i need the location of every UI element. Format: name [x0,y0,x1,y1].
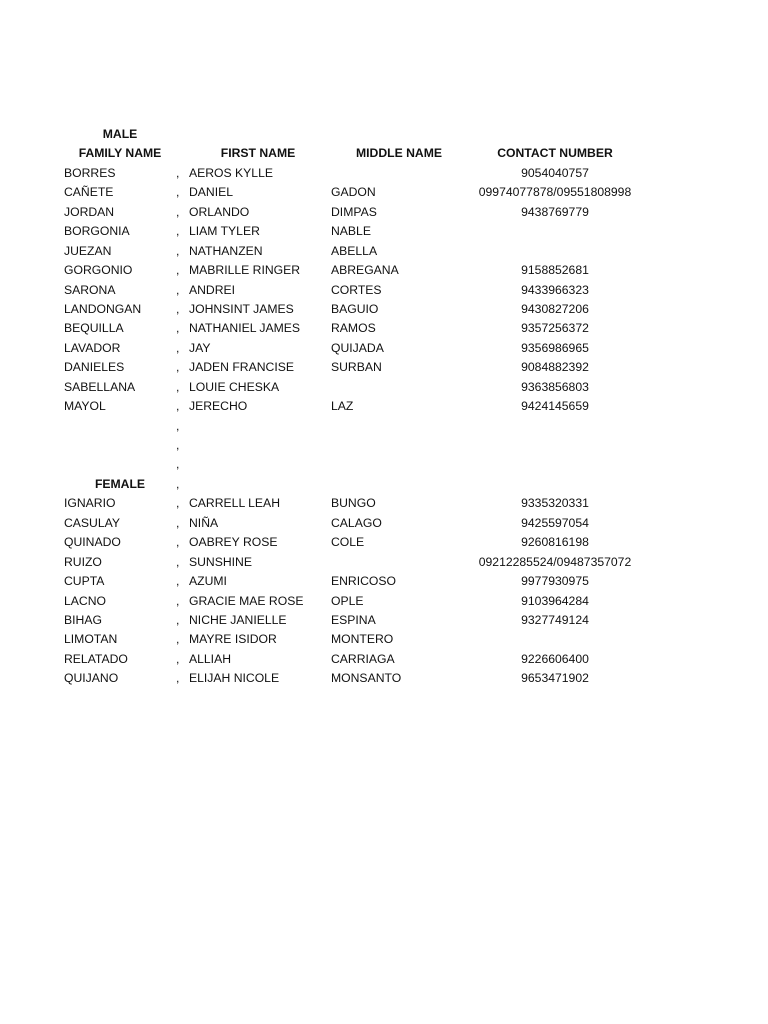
separator-comma: , [176,496,180,511]
table-row [0,183,768,202]
table-row [0,650,768,669]
contact-number-cell: 9438769779 [521,204,589,219]
first-name-cell: OABREY ROSE [189,535,278,550]
separator-comma: , [176,263,180,278]
contact-number-cell: 9335320331 [521,496,589,511]
table-row [0,300,768,319]
family-name-cell: CUPTA [64,574,105,589]
first-name-cell: ELIJAH NICOLE [189,671,280,686]
table-row [0,630,768,649]
separator-comma: , [176,243,180,258]
contact-number-cell: 9158852681 [521,263,589,278]
roster-sheet [0,125,768,689]
middle-name-cell: CORTES [331,282,382,297]
first-name-cell: DANIEL [189,185,234,200]
middle-name-cell: NABLE [331,224,371,239]
separator-comma: , [176,301,180,316]
male-list [0,164,768,417]
male-section-label: MALE [102,127,138,141]
blank-row [0,436,768,455]
middle-name-cell: CALAGO [331,515,382,530]
family-name-cell: CAÑETE [64,185,114,200]
separator-comma: , [176,612,180,627]
blank-row [0,455,768,474]
contact-number-cell: 9653471902 [521,671,589,686]
family-name-cell: CASULAY [64,515,120,530]
separator-comma: , [176,418,180,433]
separator-comma: , [176,360,180,375]
family-name-cell: QUINADO [64,535,121,550]
family-name-cell: JORDAN [64,204,115,219]
male-section-row [0,125,768,144]
first-name-cell: ANDREI [189,282,236,297]
table-row [0,533,768,552]
separator-comma: , [176,282,180,297]
table-row [0,261,768,280]
separator-comma: , [176,399,180,414]
contact-number-cell: 9424145659 [521,399,589,414]
family-name-cell: BEQUILLA [64,321,124,336]
table-row [0,592,768,611]
table-row [0,494,768,513]
table-row [0,553,768,572]
contact-number-header: CONTACT NUMBER [497,146,613,161]
table-row [0,222,768,241]
first-name-cell: NIÑA [189,515,219,530]
first-name-cell: AZUMI [189,574,227,589]
separator-comma: , [176,651,180,666]
table-row [0,572,768,591]
contact-number-cell: 9357256372 [521,321,589,336]
separator-comma: , [176,165,180,180]
first-name-cell: CARRELL LEAH [189,496,280,511]
table-row [0,281,768,300]
family-name-cell: BORRES [64,165,116,180]
separator-comma: , [176,457,180,472]
middle-name-cell: CARRIAGA [331,651,395,666]
family-name-cell: BORGONIA [64,224,130,239]
separator-comma: , [176,224,180,239]
separator-comma: , [176,535,180,550]
family-name-cell: SARONA [64,282,116,297]
middle-name-cell: RAMOS [331,321,376,336]
middle-name-cell: MONSANTO [331,671,402,686]
table-row [0,397,768,416]
middle-name-cell: LAZ [331,399,354,414]
first-name-cell: MABRILLE RINGER [189,263,301,278]
table-row [0,203,768,222]
table-row [0,669,768,688]
table-row [0,339,768,358]
female-section-row [0,475,768,494]
family-name-cell: RUIZO [64,554,102,569]
family-name-cell: MAYOL [64,399,106,414]
table-row [0,242,768,261]
family-name-cell: SABELLANA [64,379,136,394]
family-name-cell: GORGONIO [64,263,133,278]
separator-comma: , [176,204,180,219]
blank-row [0,417,768,436]
first-name-cell: AEROS KYLLE [189,165,273,180]
middle-name-cell: COLE [331,535,365,550]
separator-comma: , [176,671,180,686]
separator-comma: , [176,340,180,355]
contact-number-cell: 9425597054 [521,515,589,530]
first-name-cell: MAYRE ISIDOR [189,632,277,647]
middle-name-cell: DIMPAS [331,204,377,219]
family-name-cell: LAVADOR [64,340,121,355]
family-name-cell: LIMOTAN [64,632,118,647]
middle-name-cell: BAGUIO [331,301,379,316]
contact-number-cell: 09974077878/09551808998 [478,185,632,200]
first-name-cell: JADEN FRANCISE [189,360,294,375]
middle-name-cell: ESPINA [331,612,376,627]
first-name-cell: LIAM TYLER [189,224,260,239]
family-name-cell: JUEZAN [64,243,112,258]
family-name-cell: BIHAG [64,612,102,627]
family-name-cell: QUIJANO [64,671,119,686]
separator-comma: , [176,379,180,394]
separator-comma: , [176,632,180,647]
table-row [0,319,768,338]
first-name-cell: SUNSHINE [189,554,252,569]
first-name-cell: ORLANDO [189,204,250,219]
middle-name-cell: GADON [331,185,376,200]
contact-number-cell: 09212285524/09487357072 [478,554,632,569]
female-section-label: FEMALE [94,476,146,491]
contact-number-cell: 9327749124 [521,612,589,627]
contact-number-cell: 9260816198 [521,535,589,550]
middle-name-cell: ENRICOSO [331,574,397,589]
contact-number-cell: 9054040757 [521,165,589,180]
first-name-cell: NATHANZEN [189,243,263,258]
middle-name-header: MIDDLE NAME [356,146,442,161]
first-name-cell: NATHANIEL JAMES [189,321,301,336]
middle-name-cell: QUIJADA [331,340,384,355]
table-row [0,164,768,183]
contact-number-cell: 9430827206 [521,301,589,316]
middle-name-cell: SURBAN [331,360,382,375]
separator-comma: , [176,515,180,530]
column-header-row [0,144,768,163]
table-row [0,358,768,377]
separator-comma: , [176,438,180,452]
separator-comma: , [176,574,180,589]
separator-comma: , [176,593,180,608]
first-name-cell: JOHNSINT JAMES [189,301,294,316]
family-name-cell: DANIELES [64,360,125,375]
middle-name-cell: BUNGO [331,496,376,511]
contact-number-cell: 9226606400 [521,651,589,666]
family-name-cell: RELATADO [64,651,128,666]
middle-name-cell: OPLE [331,593,364,608]
middle-name-cell: ABREGANA [331,263,399,278]
first-name-header: FIRST NAME [220,146,296,161]
table-row [0,378,768,397]
table-row [0,611,768,630]
first-name-cell: GRACIE MAE ROSE [189,593,304,608]
first-name-cell: JERECHO [189,399,248,414]
family-name-cell: LACNO [64,593,106,608]
first-name-cell: JAY [189,340,211,355]
contact-number-cell: 9433966323 [521,282,589,297]
middle-name-cell: ABELLA [331,243,378,258]
family-name-cell: IGNARIO [64,496,116,511]
separator-comma: , [176,554,180,569]
table-row [0,514,768,533]
contact-number-cell: 9977930975 [521,574,589,589]
middle-name-cell: MONTERO [331,632,394,647]
contact-number-cell: 9363856803 [521,379,589,394]
first-name-cell: LOUIE CHESKA [189,379,280,394]
separator-comma: , [176,321,180,336]
first-name-cell: ALLIAH [189,651,232,666]
separator-comma: , [176,476,180,491]
contact-number-cell: 9356986965 [521,340,589,355]
family-name-header: FAMILY NAME [78,146,162,161]
family-name-cell: LANDONGAN [64,301,142,316]
contact-number-cell: 9084882392 [521,360,589,375]
separator-comma: , [176,185,180,200]
first-name-cell: NICHE JANIELLE [189,612,287,627]
female-list [0,494,768,688]
contact-number-cell: 9103964284 [521,593,589,608]
